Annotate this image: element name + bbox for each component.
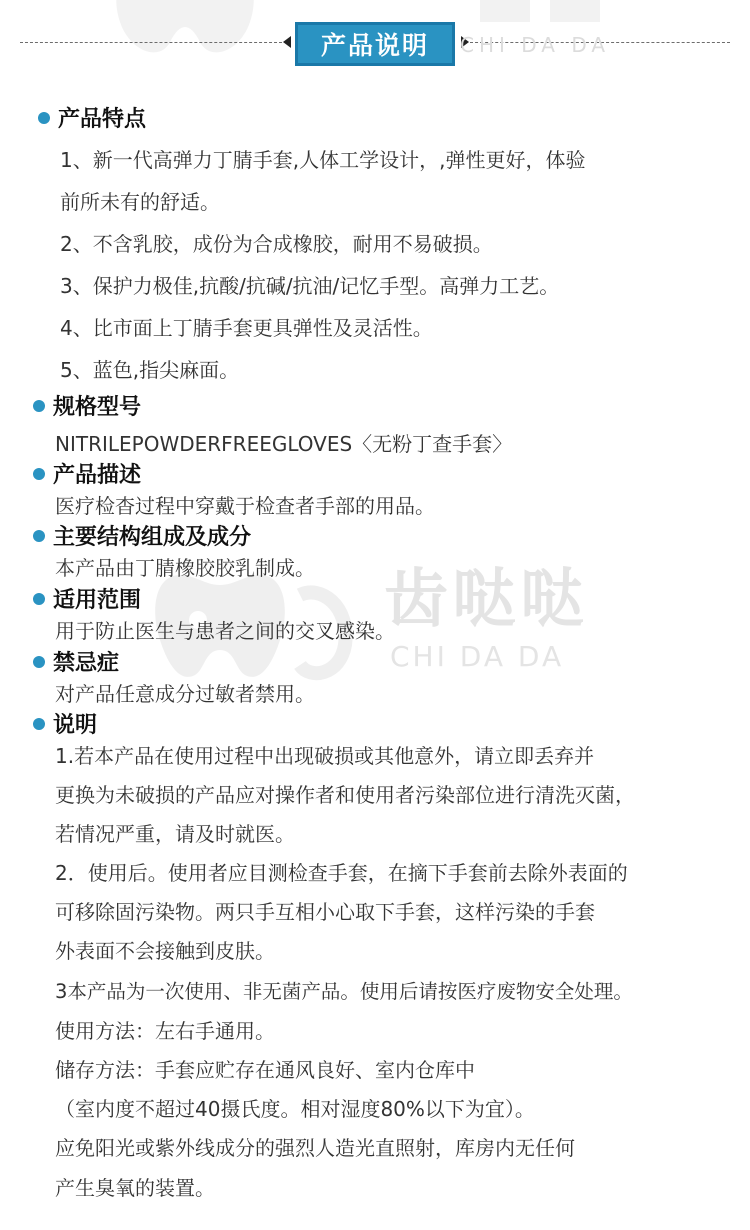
- section-heading-features: [38, 102, 146, 133]
- bullet-dot-icon: [38, 112, 50, 124]
- instructions-line-2: 更换为未破损的产品应对操作者和使用者污染部位进行清洗灭菌，: [55, 783, 635, 807]
- instructions-line-9: 储存方法：手套应贮存在通风良好、室内仓库中: [55, 1058, 475, 1082]
- heading-text: 说明: [53, 713, 98, 738]
- section-heading-description: [33, 458, 141, 489]
- page-title: 产品说明: [320, 31, 429, 60]
- bullet-dot-icon: [33, 400, 45, 412]
- features-line-6: 5、蓝色,指尖麻面。: [60, 358, 240, 382]
- section-heading-contraindications: [33, 646, 119, 677]
- bullet-dot-icon: [33, 718, 45, 730]
- bullet-dot-icon: [33, 530, 45, 542]
- bullet-dot-icon: [33, 468, 45, 480]
- instructions-line-3: 若情况严重，请及时就医。: [55, 822, 295, 846]
- instructions-line-5: 可移除固污染物。两只手互相小心取下手套，这样污染的手套: [55, 900, 595, 924]
- watermark-brand-en: CHI DA DA: [390, 640, 565, 673]
- heading-text: 禁忌症: [53, 651, 120, 676]
- watermark-brand-cn: 齿哒哒: [384, 563, 588, 637]
- instructions-line-11: 应免阳光或紫外线成分的强烈人造光直照射，库房内无任何: [55, 1136, 575, 1160]
- features-line-2: 前所未有的舒适。: [60, 190, 220, 214]
- heading-text: 产品描述: [53, 463, 142, 488]
- heading-text: 适用范围: [53, 588, 142, 613]
- heading-text: 主要结构组成及成分: [53, 525, 252, 550]
- instructions-line-1: 1.若本产品在使用过程中出现破损或其他意外，请立即丢弃并: [55, 744, 595, 768]
- model-line-1: NITRILEPOWDERFREEGLOVES〈无粉丁查手套〉: [55, 432, 513, 456]
- section-heading-scope: [33, 583, 141, 614]
- bullet-dot-icon: [33, 593, 45, 605]
- scope-line-1: 用于防止医生与患者之间的交叉感染。: [55, 619, 395, 643]
- features-line-3: 2、不含乳胶，成份为合成橡胶，耐用不易破损。: [60, 232, 493, 256]
- heading-text: 规格型号: [53, 395, 142, 420]
- section-heading-model: [33, 390, 141, 421]
- instructions-line-7: 3本产品为一次使用、非无菌产品。使用后请按医疗废物安全处理。: [55, 980, 633, 1003]
- instructions-line-6: 外表面不会接触到皮肤。: [55, 939, 275, 963]
- header-watermark-en: CHI DA DA: [460, 33, 611, 57]
- instructions-line-12: 产生臭氧的装置。: [55, 1176, 215, 1200]
- section-heading-composition: [33, 520, 251, 551]
- composition-line-1: 本产品由丁腈橡胶胶乳制成。: [55, 556, 315, 580]
- instructions-line-8: 使用方法：左右手通用。: [55, 1019, 275, 1043]
- contraindications-line-1: 对产品任意成分过敏者禁用。: [55, 682, 315, 706]
- instructions-line-10: （室内度不超过40摄氏度。相对湿度80%以下为宜）。: [55, 1097, 535, 1121]
- section-heading-instructions: [33, 708, 97, 739]
- heading-text: 产品特点: [58, 107, 147, 132]
- instructions-line-4: 2．使用后。使用者应目测检查手套，在摘下手套前去除外表面的: [55, 861, 628, 885]
- description-line-1: 医疗检杳过程中穿戴于检查者手部的用品。: [55, 494, 435, 518]
- bullet-dot-icon: [33, 656, 45, 668]
- features-line-4: 3、保护力极佳,抗酸/抗碱/抗油/记忆手型。高弹力工艺。: [60, 274, 560, 298]
- features-line-1: 1、新一代高弹力丁腈手套,人体工学设计，,弹性更好，体验: [60, 148, 586, 172]
- features-line-5: 4、比市面上丁腈手套更具弹性及灵活性。: [60, 316, 433, 340]
